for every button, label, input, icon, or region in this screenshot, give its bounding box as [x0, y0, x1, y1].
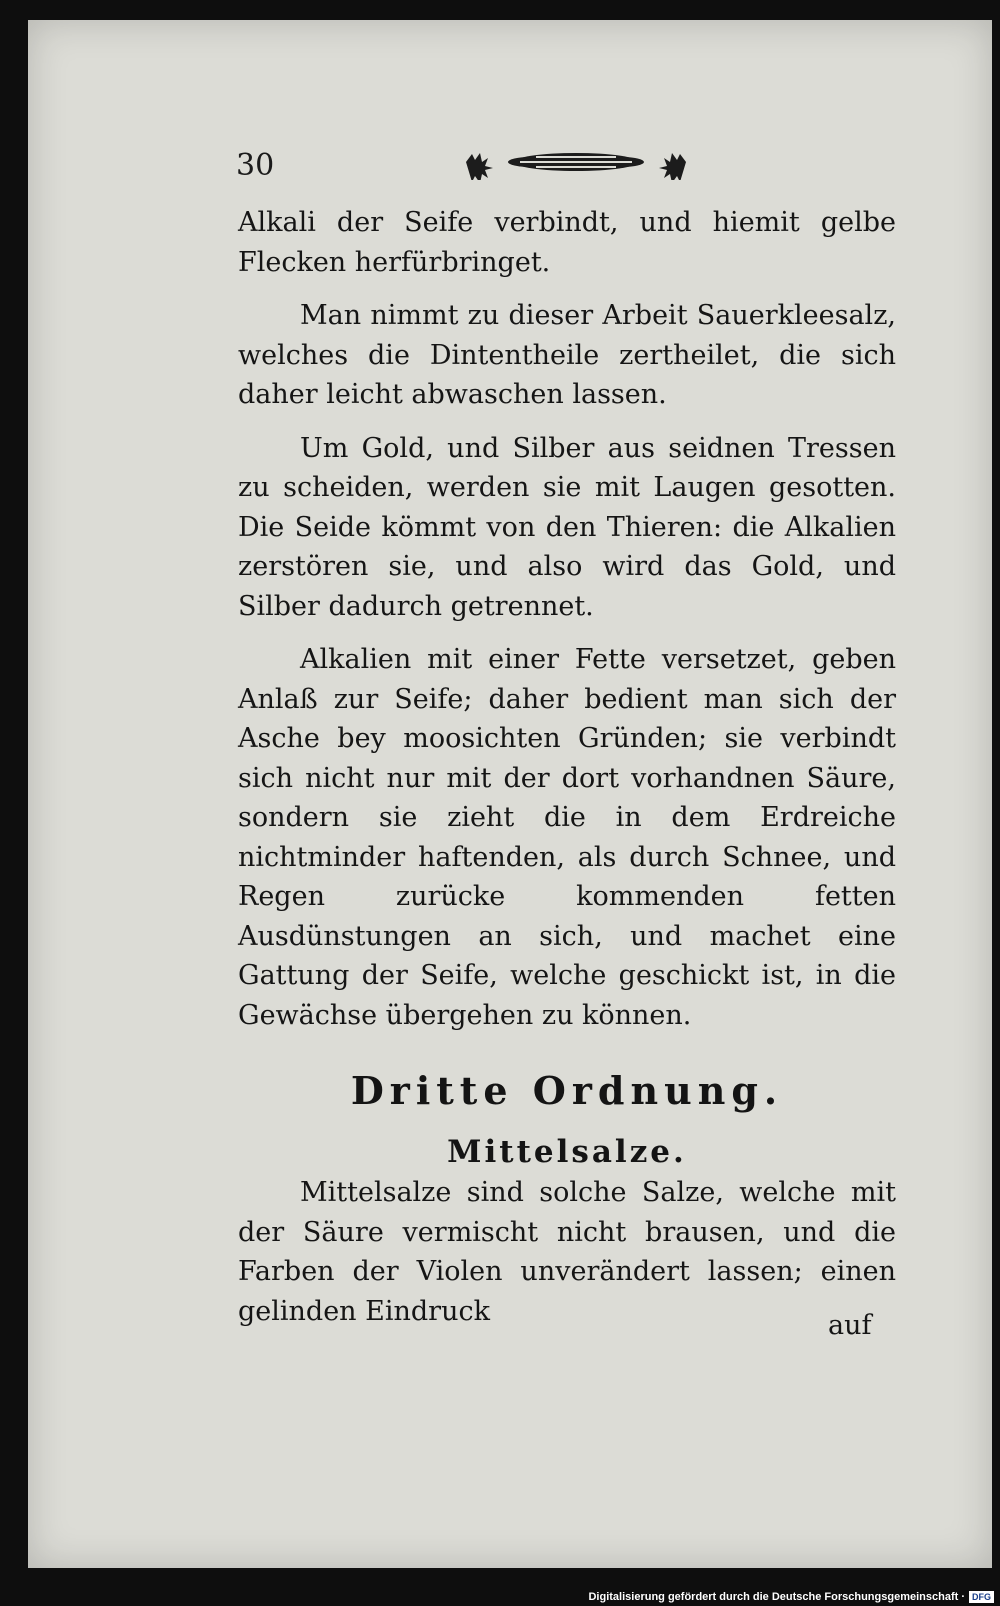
decorative-headpiece-icon: [460, 144, 692, 180]
section-paragraph: Mittelsalze sind solche Salze, welche mit der Säure vermischt nicht brausen, und die Farben der Violen unverändert lassen; einen gelinden Eindruck: [238, 1177, 896, 1327]
paragraph-4: Alkalien mit einer Fette versetzet, geben Anlaß zur Seife; daher bedient man sich der Asche bey moosichten Gründen; sie verbindt sich nicht nur mit der dort vorhandnen Säure, sondern sie zieht die in dem Erdreiche nichtminder haftenden, als durch Schnee, und Regen zurücke kommenden fetten Ausdünstungen an sich, und machet eine Gattung der Seife, welche geschickt ist, in die Gewächse übergehen zu können.: [238, 644, 896, 1031]
paragraph-1: Alkali der Seife verbindt, und hiemit gelbe Flecken herfürbringet.: [238, 207, 896, 278]
page-number: 30: [236, 148, 275, 183]
catchword: auf: [828, 1310, 872, 1341]
paragraph-2: Man nimmt zu dieser Arbeit Sauerkleesalz, welches die Dintentheile zertheilet, die sich daher leicht abwaschen lassen.: [238, 300, 896, 410]
digitization-footer: [588, 1591, 994, 1603]
body-text-bottom: [238, 1173, 896, 1345]
section-subtitle: Mittelsalze.: [447, 1134, 687, 1170]
footer-credit: Digitalisierung gefördert durch die Deutsche Forschungsgemeinschaft ·: [588, 1591, 965, 1603]
section-title: Dritte Ordnung.: [350, 1068, 784, 1113]
dfg-logo: DFG: [969, 1591, 994, 1603]
book-page: [28, 20, 992, 1568]
body-text-top: [238, 203, 896, 1049]
paragraph-3: Um Gold, und Silber aus seidnen Tressen zu scheiden, werden sie mit Laugen gesotten. Die Seide kömmt von den Thieren: die Alkalien zerstören sie, und also wird das Gold, und Silber dadurch getrennet.: [238, 432, 896, 622]
